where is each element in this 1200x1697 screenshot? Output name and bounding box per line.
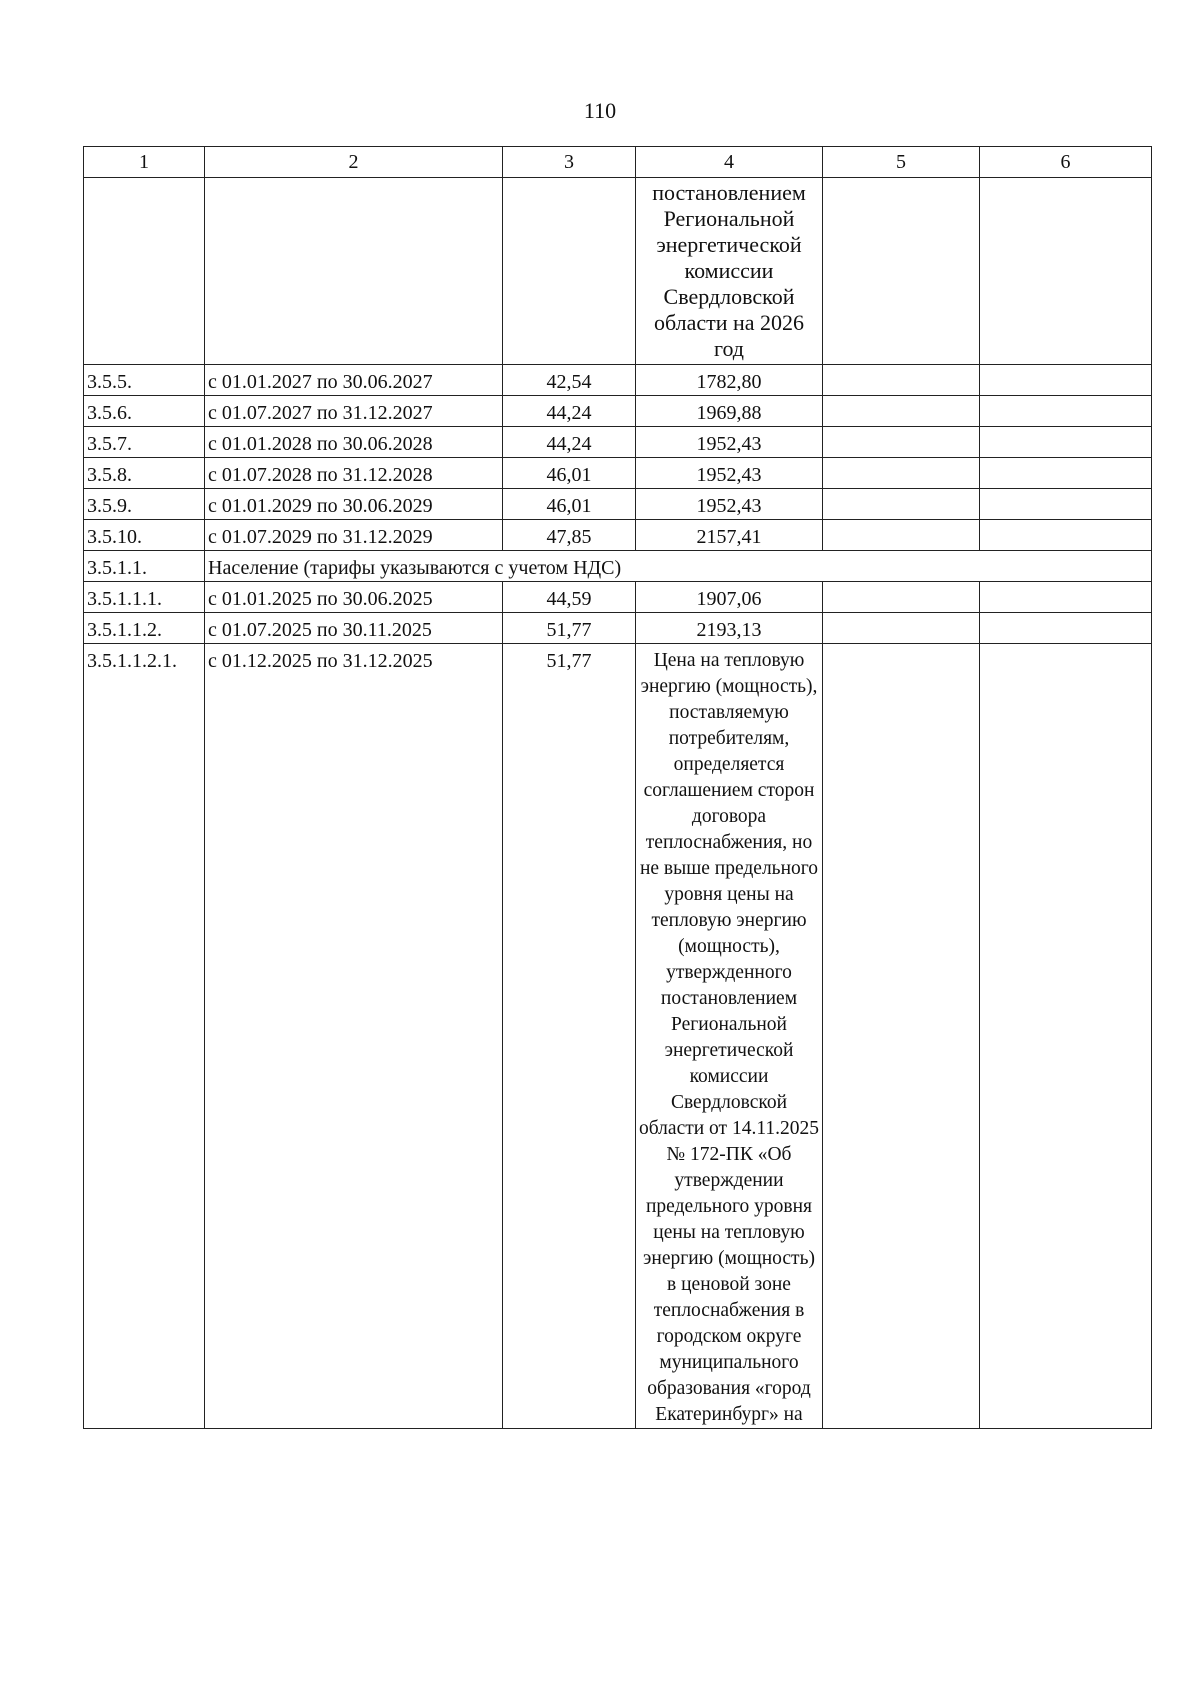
- row-number: 3.5.1.1.2.: [84, 613, 205, 644]
- row-number: 3.5.8.: [84, 458, 205, 489]
- empty-cell: [205, 178, 503, 365]
- empty-cell: [980, 613, 1152, 644]
- continuation-text: постановлением Региональной энергетической комиссии Свердловской области на 2026 год: [636, 178, 823, 365]
- empty-cell: [823, 458, 980, 489]
- empty-cell: [823, 178, 980, 365]
- empty-cell: [980, 520, 1152, 551]
- row-value-4: 1952,43: [636, 489, 823, 520]
- row-value-4: 2157,41: [636, 520, 823, 551]
- empty-cell: [980, 427, 1152, 458]
- row-period: с 01.01.2029 по 30.06.2029: [205, 489, 503, 520]
- header-cell-6: 6: [980, 147, 1152, 178]
- table-row: [84, 520, 1152, 551]
- row-value-3: 44,24: [503, 396, 636, 427]
- section-title: Население (тарифы указываются с учетом НДС): [205, 551, 1152, 582]
- empty-cell: [823, 582, 980, 613]
- page-number: 110: [583, 98, 617, 123]
- empty-cell: [980, 644, 1152, 1429]
- row-value-3: 44,59: [503, 582, 636, 613]
- row-number: 3.5.1.1.2.1.: [84, 644, 205, 1429]
- row-value-4: 1782,80: [636, 365, 823, 396]
- row-number: 3.5.6.: [84, 396, 205, 427]
- row-period: с 01.12.2025 по 31.12.2025: [205, 644, 503, 1429]
- section-number: 3.5.1.1.: [84, 551, 205, 582]
- row-number: 3.5.1.1.1.: [84, 582, 205, 613]
- header-cell-4: 4: [636, 147, 823, 178]
- table-row: [84, 582, 1152, 613]
- row-value-4: 1952,43: [636, 458, 823, 489]
- tariff-table: [83, 146, 1152, 1429]
- row-period: с 01.01.2027 по 30.06.2027: [205, 365, 503, 396]
- table-row: [84, 458, 1152, 489]
- row-period: с 01.07.2025 по 30.11.2025: [205, 613, 503, 644]
- row-number: 3.5.7.: [84, 427, 205, 458]
- row-period: с 01.07.2027 по 31.12.2027: [205, 396, 503, 427]
- row-value-3: 46,01: [503, 458, 636, 489]
- header-cell-2: 2: [205, 147, 503, 178]
- table-row: [84, 613, 1152, 644]
- row-value-3: 51,77: [503, 644, 636, 1429]
- row-value-3: 42,54: [503, 365, 636, 396]
- row-value-3: 47,85: [503, 520, 636, 551]
- row-period: с 01.01.2025 по 30.06.2025: [205, 582, 503, 613]
- empty-cell: [503, 178, 636, 365]
- empty-cell: [980, 458, 1152, 489]
- empty-cell: [823, 427, 980, 458]
- row-value-4: 1952,43: [636, 427, 823, 458]
- empty-cell: [980, 396, 1152, 427]
- header-cell-1: 1: [84, 147, 205, 178]
- empty-cell: [823, 365, 980, 396]
- empty-cell: [823, 396, 980, 427]
- table-row: [84, 644, 1152, 1429]
- empty-cell: [823, 520, 980, 551]
- empty-cell: [823, 613, 980, 644]
- header-cell-3: 3: [503, 147, 636, 178]
- table-row: [84, 365, 1152, 396]
- empty-cell: [980, 178, 1152, 365]
- row-value-4: 1907,06: [636, 582, 823, 613]
- header-row: [84, 147, 1152, 178]
- empty-cell: [823, 644, 980, 1429]
- continuation-row: [84, 178, 1152, 365]
- row-value-3: 44,24: [503, 427, 636, 458]
- row-number: 3.5.9.: [84, 489, 205, 520]
- table-row: [84, 427, 1152, 458]
- empty-cell: [980, 365, 1152, 396]
- row-number: 3.5.5.: [84, 365, 205, 396]
- row-period: с 01.07.2029 по 31.12.2029: [205, 520, 503, 551]
- table-row: [84, 396, 1152, 427]
- table-row: [84, 489, 1152, 520]
- section-row: [84, 551, 1152, 582]
- header-cell-5: 5: [823, 147, 980, 178]
- row-number: 3.5.10.: [84, 520, 205, 551]
- empty-cell: [980, 489, 1152, 520]
- row-value-3: 46,01: [503, 489, 636, 520]
- empty-cell: [84, 178, 205, 365]
- row-period: с 01.01.2028 по 30.06.2028: [205, 427, 503, 458]
- row-period: с 01.07.2028 по 31.12.2028: [205, 458, 503, 489]
- empty-cell: [980, 582, 1152, 613]
- row-value-4: 2193,13: [636, 613, 823, 644]
- price-note: Цена на тепловую энергию (мощность), поставляемую потребителям, определяется соглашением сторон договора теплоснабжения, но не выше предельного уровня цены на тепловую энергию (мощность), утвержденного постановлением Региональной энергетической комиссии Свердловской области от 14.11.2025 № 172-ПК «Об утверждении предельного уровня цены на тепловую энергию (мощность) в ценовой зоне теплоснабжения в городском округе муниципального образования «город Екатеринбург» на: [636, 644, 823, 1429]
- empty-cell: [823, 489, 980, 520]
- row-value-3: 51,77: [503, 613, 636, 644]
- row-value-4: 1969,88: [636, 396, 823, 427]
